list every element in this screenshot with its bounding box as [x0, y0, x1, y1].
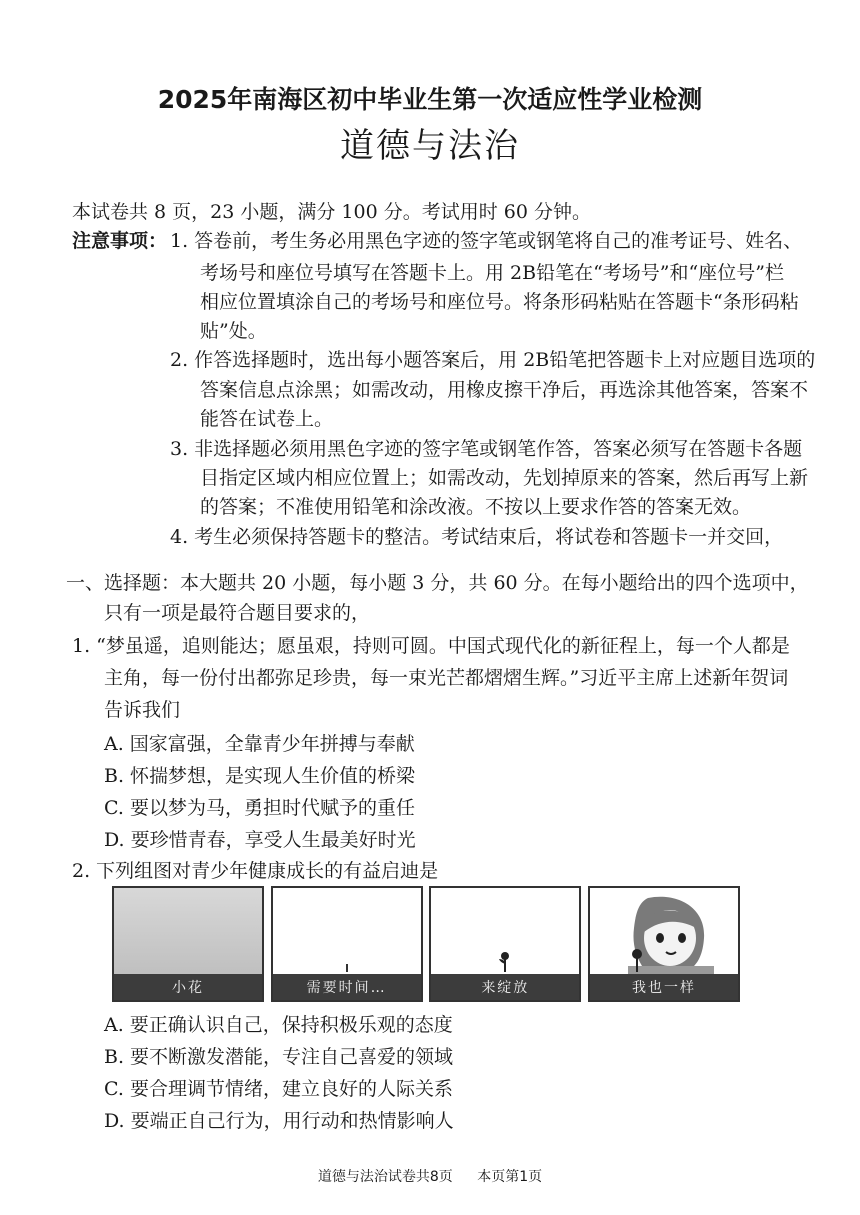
notice-label: 注意事项： [72, 230, 168, 252]
subject-title: 道德与法治 [340, 126, 520, 166]
q2-option-a: A. 要正确认识自己，保持积极乐观的态度 [104, 1014, 453, 1036]
footer-total-pages: 道德与法治试卷共8页 [317, 1169, 453, 1185]
q2-option-b: B. 要不断激发潜能，专注自己喜爱的领域 [104, 1046, 454, 1068]
comic-strip [112, 886, 740, 1004]
q1-stem-line-1: 1. “梦虽遥，追则能达；愿虽艰，持则可圆。中国式现代化的新征程上，每一个人都是 [72, 635, 790, 657]
girl-illustration-icon [608, 892, 718, 976]
panel-caption: 需要时间… [273, 974, 421, 1000]
flower-icon [628, 948, 646, 972]
section-heading-line-1: 一、选择题：本大题共 20 小题，每小题 3 分，共 60 分。在每小题给出的四个选项中， [66, 572, 809, 594]
notice-3-line-1: 3. 非选择题必须用黑色字迹的签字笔或钢笔作答，答案必须写在答题卡各题 [170, 438, 803, 460]
seed-icon [342, 962, 352, 972]
comic-panel-1 [112, 886, 264, 1002]
notice-1-line-3: 相应位置填涂自己的考场号和座位号。将条形码粘贴在答题卡“条形码粘 [200, 291, 799, 313]
notice-2-line-2: 答案信息点涂黑；如需改动，用橡皮擦干净后，再选涂其他答案，答案不 [200, 379, 809, 401]
notice-3-line-2: 目指定区域内相应位置上；如需改动，先划掉原来的答案，然后再写上新 [200, 467, 809, 489]
flower-icon [496, 950, 514, 972]
q1-stem-line-2: 主角，每一份付出都弥足珍贵，每一束光芒都熠熠生辉。”习近平主席上述新年贺词 [104, 667, 789, 689]
q2-option-c: C. 要合理调节情绪，建立良好的人际关系 [104, 1078, 453, 1100]
q1-stem-line-3: 告诉我们 [104, 699, 181, 721]
notice-1-line-1: 1. 答卷前，考生务必用黑色字迹的签字笔或钢笔将自己的准考证号、姓名、 [170, 230, 803, 252]
exam-title: 2025年南海区初中毕业生第一次适应性学业检测 [157, 85, 703, 114]
q2-stem: 2. 下列组图对青少年健康成长的有益启迪是 [72, 860, 439, 882]
notice-1-line-2: 考场号和座位号填写在答题卡上。用 2B铅笔在“考场号”和“座位号”栏 [200, 262, 784, 284]
notice-2-line-1: 2. 作答选择题时，选出每小题答案后，用 2B铅笔把答题卡上对应题目选项的 [170, 349, 816, 371]
comic-panel-3 [429, 886, 581, 1002]
q2-option-d: D. 要端正自己行为，用行动和热情影响人 [104, 1110, 454, 1132]
notice-2-line-3: 能答在试卷上。 [200, 408, 334, 430]
notice-4-line-1: 4. 考生必须保持答题卡的整洁。考试结束后，将试卷和答题卡一并交回， [170, 526, 784, 548]
q1-option-a: A. 国家富强，全靠青少年拼搏与奉献 [104, 733, 415, 755]
notice-3-line-3: 的答案；不准使用铅笔和涂改液。不按以上要求作答的答案无效。 [200, 496, 752, 518]
comic-panel-2 [271, 886, 423, 1002]
comic-panel-4 [588, 886, 740, 1002]
footer-page-number: 本页第1页 [477, 1169, 543, 1185]
q1-option-c: C. 要以梦为马，勇担时代赋予的重任 [104, 797, 415, 819]
notice-1-line-4: 贴”处。 [200, 320, 267, 342]
intro-text: 本试卷共 8 页，23 小题，满分 100 分。考试用时 60 分钟。 [72, 201, 591, 223]
q1-option-d: D. 要珍惜青春，享受人生最美好时光 [104, 829, 416, 851]
q1-option-b: B. 怀揣梦想，是实现人生价值的桥梁 [104, 765, 416, 787]
panel-caption: 小花 [114, 974, 262, 1000]
panel-caption: 我也一样 [590, 974, 738, 1000]
section-heading-line-2: 只有一项是最符合题目要求的， [104, 602, 371, 624]
panel-caption: 来绽放 [431, 974, 579, 1000]
page-footer [0, 1166, 860, 1186]
